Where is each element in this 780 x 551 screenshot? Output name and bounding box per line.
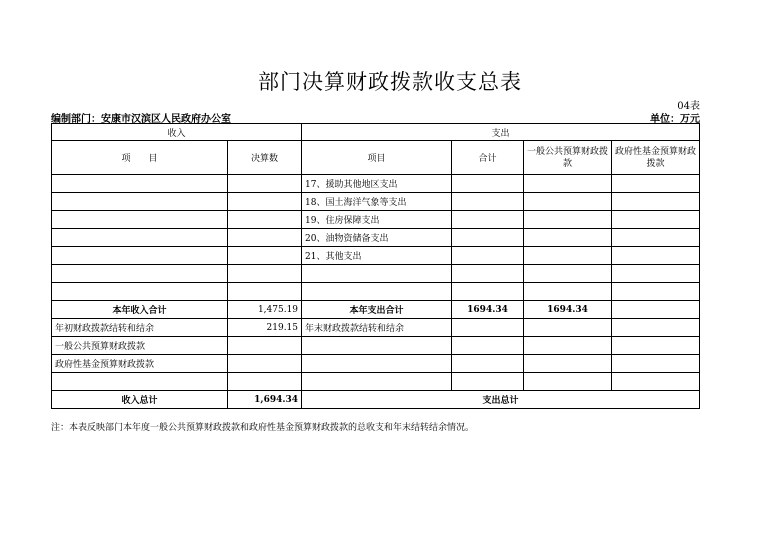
table-row	[52, 283, 700, 301]
income-total-label: 本年收入合计	[52, 301, 228, 319]
expense-item: 20、油物资储备支出	[302, 229, 452, 247]
carryover-row	[52, 319, 700, 337]
opening-general-label: 一般公共预算财政拨款	[52, 337, 228, 355]
col-header-general: 一般公共预算财政拨款	[524, 141, 612, 175]
opening-fund-label: 政府性基金预算财政拨款	[52, 355, 228, 373]
page-title: 部门决算财政拨款收支总表	[258, 70, 522, 94]
column-header-row	[52, 141, 700, 175]
grand-expense-label: 支出总计	[302, 391, 700, 409]
opening-balance-value: 219.15	[228, 319, 302, 337]
table-row	[52, 175, 700, 193]
table-row	[52, 211, 700, 229]
fiscal-summary-table	[51, 123, 700, 409]
grand-total-row	[52, 391, 700, 409]
col-header-budget: 决算数	[228, 141, 302, 175]
income-total-value: 1,475.19	[228, 301, 302, 319]
col-header-total: 合计	[452, 141, 524, 175]
expense-total-sum: 1694.34	[452, 301, 524, 319]
expense-item: 19、住房保障支出	[302, 211, 452, 229]
col-header-fund: 政府性基金预算财政拨款	[612, 141, 700, 175]
grand-income-value: 1,694.34	[228, 391, 302, 409]
grand-income-label: 收入总计	[52, 391, 228, 409]
col-header-item2: 项目	[302, 141, 452, 175]
expense-item: 21、其他支出	[302, 247, 452, 265]
table-row	[52, 373, 700, 391]
form-number: 04表	[677, 101, 700, 112]
table-row	[52, 193, 700, 211]
expense-item: 18、国土海洋气象等支出	[302, 193, 452, 211]
opening-balance-label: 年初财政拨款结转和结余	[52, 319, 228, 337]
col-header-item: 项 目	[52, 141, 228, 175]
expense-total-general: 1694.34	[524, 301, 612, 319]
unit-label: 单位：万元	[650, 114, 700, 125]
closing-balance-label: 年末财政拨款结转和结余	[302, 319, 452, 337]
annual-total-row	[52, 301, 700, 319]
organization-label: 编制部门：安康市汉滨区人民政府办公室	[51, 114, 231, 125]
table-row	[52, 247, 700, 265]
expense-item: 17、援助其他地区支出	[302, 175, 452, 193]
table-row	[52, 337, 700, 355]
income-section-header: 收入	[52, 124, 302, 141]
table-row	[52, 229, 700, 247]
expense-section-header: 支出	[302, 124, 700, 141]
expense-total-label: 本年支出合计	[302, 301, 452, 319]
table-row	[52, 355, 700, 373]
section-header-row	[52, 124, 700, 141]
table-row	[52, 265, 700, 283]
footnote: 注：本表反映部门本年度一般公共预算财政拨款和政府性基金预算财政拨款的总收支和年末结转结余情况。	[51, 423, 475, 433]
